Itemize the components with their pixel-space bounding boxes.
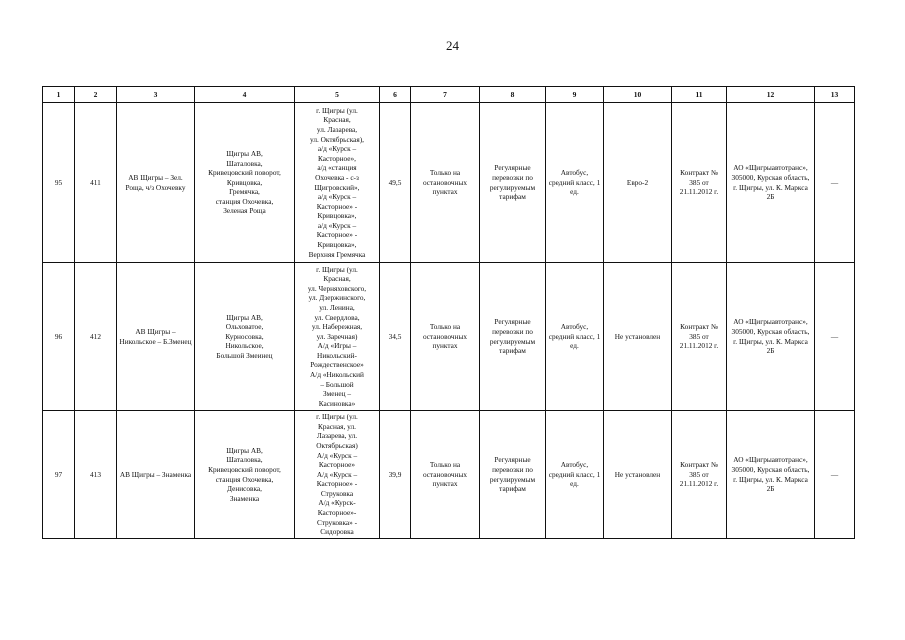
- transport-type-cell: Регулярные перевозки по регулируемым тарифам: [480, 103, 546, 263]
- streets-cell: г. Щигры (ул. Красная, ул. Лазарева, ул. Октябрьская) А/д «Курск – Касторное» А/д «Курск – Касторное» - Струковка А/д «Курск- Касторное»- Струковка» - Сидоровка: [295, 411, 380, 539]
- route-number-cell: 412: [75, 263, 117, 411]
- routes-table: [42, 86, 855, 539]
- boarding-cell: Только на остановочных пунктах: [411, 263, 480, 411]
- length-cell: 49,5: [380, 103, 411, 263]
- carrier-cell: АО «Щигрыавтотранс», 305000, Курская область, г. Щигры, ул. К. Маркса 2Б: [727, 411, 815, 539]
- vehicle-cell: Автобус, средний класс, 1 ед.: [546, 263, 604, 411]
- table-row: [43, 263, 855, 411]
- stops-cell: Щигры АВ, Шаталовка, Кривецовский поворот, Кривцовка, Гремячка, станция Охочевка, Зеленая Роща: [195, 103, 295, 263]
- header-cell: 5: [295, 87, 380, 103]
- boarding-cell: Только на остановочных пунктах: [411, 103, 480, 263]
- header-cell: 12: [727, 87, 815, 103]
- vehicle-cell: Автобус, средний класс, 1 ед.: [546, 411, 604, 539]
- transport-type-cell: Регулярные перевозки по регулируемым тарифам: [480, 263, 546, 411]
- header-cell: 9: [546, 87, 604, 103]
- row-number-cell: 97: [43, 411, 75, 539]
- carrier-cell: АО «Щигрыавтотранс», 305000, Курская область, г. Щигры, ул. К. Маркса 2Б: [727, 103, 815, 263]
- stops-cell: Щигры АВ, Шаталовка, Кривецовский поворот, станция Охочевка, Денисовка, Знаменка: [195, 411, 295, 539]
- route-name-cell: АВ Щигры – Зел. Роща, ч/з Охочевку: [117, 103, 195, 263]
- route-name-cell: АВ Щигры – Никольское – Б.Зменец: [117, 263, 195, 411]
- eco-class-cell: Не установлен: [604, 411, 672, 539]
- length-cell: 39,9: [380, 411, 411, 539]
- header-cell: 13: [815, 87, 855, 103]
- header-cell: 6: [380, 87, 411, 103]
- table-header-row: [43, 87, 855, 103]
- vehicle-cell: Автобус, средний класс, 1 ед.: [546, 103, 604, 263]
- page-number: 24: [446, 38, 459, 53]
- route-number-cell: 411: [75, 103, 117, 263]
- streets-cell: г. Щигры (ул. Красная, ул. Лазарева, ул. Октябрьская), а/д «Курск – Касторное», а/д «станция Охочевка - с-з Щигровский», а/д «Курск – Касторное» - Кривцовка», а/д «Курск – Касторное» - Кривцовка», Верхняя Гремячка: [295, 103, 380, 263]
- route-number-cell: 413: [75, 411, 117, 539]
- header-cell: 2: [75, 87, 117, 103]
- length-cell: 34,5: [380, 263, 411, 411]
- header-cell: 3: [117, 87, 195, 103]
- notes-cell: —: [815, 103, 855, 263]
- table-row: [43, 411, 855, 539]
- header-cell: 8: [480, 87, 546, 103]
- notes-cell: —: [815, 411, 855, 539]
- stops-cell: Щигры АВ, Ольховатое, Курносовка, Никольское, Большой Змеинец: [195, 263, 295, 411]
- eco-class-cell: Евро-2: [604, 103, 672, 263]
- header-cell: 11: [672, 87, 727, 103]
- eco-class-cell: Не установлен: [604, 263, 672, 411]
- row-number-cell: 96: [43, 263, 75, 411]
- contract-cell: Контракт № 385 от 21.11.2012 г.: [672, 103, 727, 263]
- carrier-cell: АО «Щигрыавтотранс», 305000, Курская область, г. Щигры, ул. К. Маркса 2Б: [727, 263, 815, 411]
- table-row: [43, 103, 855, 263]
- header-cell: 4: [195, 87, 295, 103]
- streets-cell: г. Щигры (ул. Красная, ул. Черняховского, ул. Дзержинского, ул. Ленина, ул. Свердлова, ул. Набережная, ул. Заречная) А/д «Игры – Никольский- Рождественское» А/д «Никольский – Большой Зменец – Касиновка»: [295, 263, 380, 411]
- contract-cell: Контракт № 385 от 21.11.2012 г.: [672, 411, 727, 539]
- contract-cell: Контракт № 385 от 21.11.2012 г.: [672, 263, 727, 411]
- row-number-cell: 95: [43, 103, 75, 263]
- notes-cell: —: [815, 263, 855, 411]
- header-cell: 1: [43, 87, 75, 103]
- boarding-cell: Только на остановочных пунктах: [411, 411, 480, 539]
- transport-type-cell: Регулярные перевозки по регулируемым тарифам: [480, 411, 546, 539]
- header-cell: 10: [604, 87, 672, 103]
- route-name-cell: АВ Щигры – Знаменка: [117, 411, 195, 539]
- header-cell: 7: [411, 87, 480, 103]
